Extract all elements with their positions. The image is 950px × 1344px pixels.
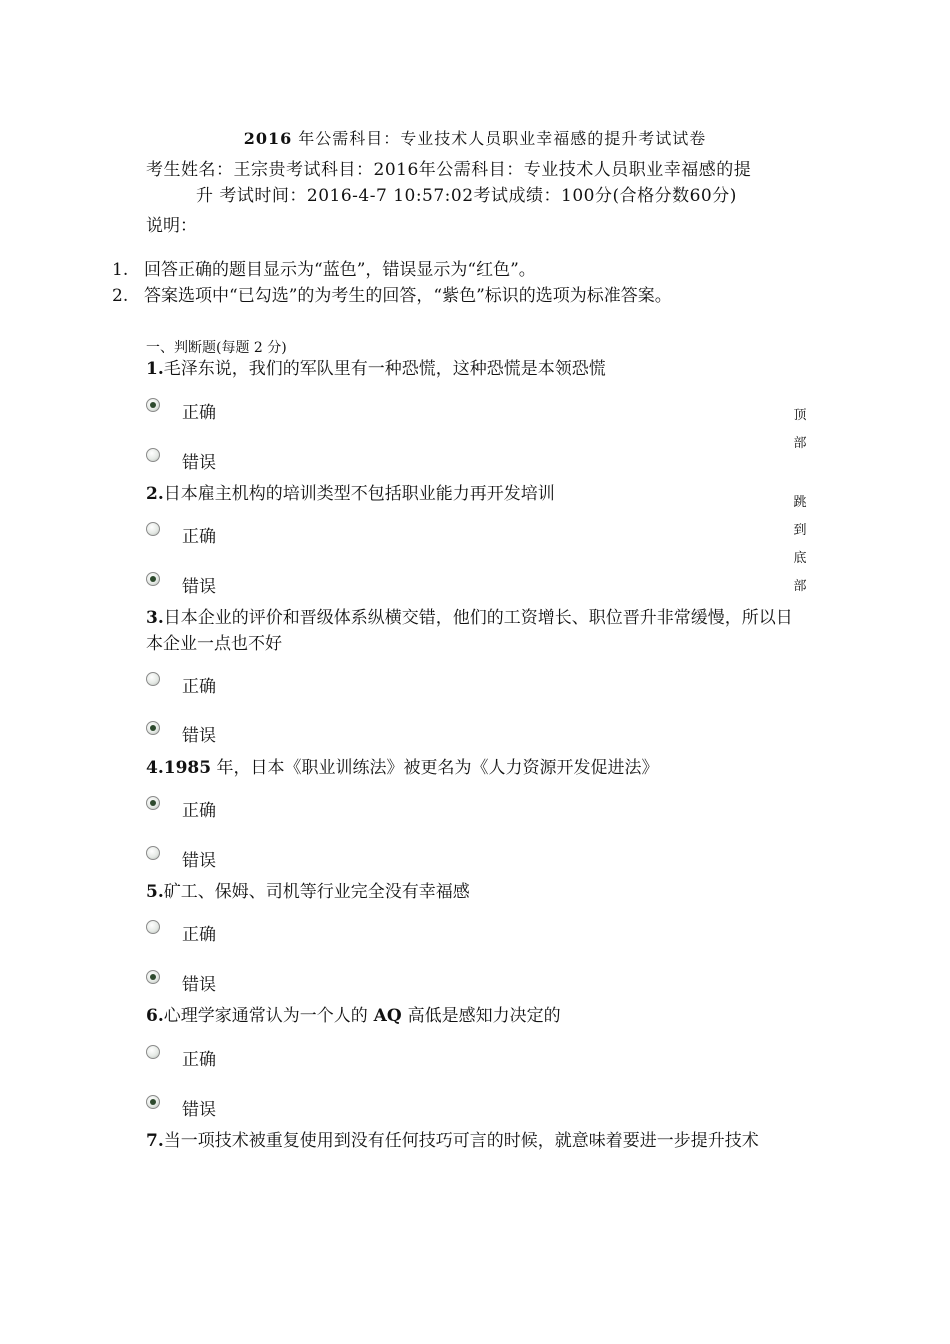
question-6	[146, 1003, 806, 1029]
question-number: 3.	[146, 608, 164, 628]
radio-checked-icon[interactable]	[146, 1095, 160, 1109]
radio-icon[interactable]	[146, 448, 160, 462]
radio-checked-icon[interactable]	[146, 721, 160, 735]
radio-checked-icon[interactable]	[146, 796, 160, 810]
nav-char: 跳	[793, 495, 807, 510]
question-text: 日本雇主机构的培训类型不包括职业能力再开发培训	[163, 484, 555, 504]
question-text: 矿工、保姆、司机等行业完全没有幸福感	[163, 882, 470, 902]
question-text: 高低是感知力决定的	[407, 1006, 561, 1026]
nav-char: 顶	[793, 408, 807, 423]
back-to-top-link[interactable]	[792, 404, 808, 460]
question-number: 6.	[146, 1006, 164, 1026]
question-number: 5.	[146, 882, 164, 902]
question-text: 心理学家通常认为一个人的	[163, 1006, 368, 1026]
radio-icon[interactable]	[146, 1045, 160, 1059]
radio-icon[interactable]	[146, 672, 160, 686]
exam-info	[146, 157, 836, 209]
radio-checked-icon[interactable]	[146, 970, 160, 984]
option-label: 正确	[182, 925, 216, 945]
question-4	[146, 755, 806, 781]
note-text: 回答正确的题目显示为“蓝色”，错误显示为“红色”。	[144, 260, 536, 280]
title-year: 2016	[243, 129, 293, 148]
note-item	[112, 257, 672, 283]
radio-checked-icon[interactable]	[146, 572, 160, 586]
option-label: 正确	[182, 403, 216, 423]
page-title	[0, 126, 950, 149]
option-label: 错误	[182, 1100, 216, 1120]
jump-to-bottom-link[interactable]	[792, 491, 808, 603]
nav-char: 部	[793, 579, 807, 594]
notes-list	[112, 257, 672, 309]
nav-char: 底	[793, 551, 807, 566]
note-item	[112, 283, 672, 309]
note-text: 答案选项中“已勾选”的为考生的回答，“紫色”标识的选项为标准答案。	[144, 286, 672, 306]
radio-icon[interactable]	[146, 846, 160, 860]
question-2	[146, 481, 806, 507]
option-label: 错误	[182, 975, 216, 995]
question-3	[146, 605, 806, 657]
option-label: 错误	[182, 851, 216, 871]
radio-icon[interactable]	[146, 522, 160, 536]
nav-char: 部	[793, 436, 807, 451]
description-label: 说明：	[146, 216, 197, 236]
option-label: 正确	[182, 801, 216, 821]
option-label: 正确	[182, 677, 216, 697]
nav-char: 到	[793, 523, 807, 538]
question-text: 当一项技术被重复使用到没有任何技巧可言的时候，就意味着要进一步提升技术	[163, 1131, 759, 1151]
option-label: 错误	[182, 577, 216, 597]
question-7	[146, 1128, 806, 1154]
section-title: 一、判断题(每题 2 分)	[146, 340, 287, 356]
note-number: 1.	[112, 260, 129, 280]
question-text: 日本企业的评价和晋级体系纵横交错，他们的工资增长、职位晋升非常缓慢，所以日本企业一点也不好	[146, 608, 793, 654]
option-label: 正确	[182, 527, 216, 547]
note-number: 2.	[112, 286, 129, 306]
question-text: 年，日本《职业训练法》被更名为《人力资源开发促进法》	[211, 758, 659, 778]
radio-checked-icon[interactable]	[146, 398, 160, 412]
radio-icon[interactable]	[146, 920, 160, 934]
exam-info-line-2: 升 考试时间：2016-4-7 10:57:02考试成绩：100分(合格分数60分)	[196, 186, 737, 206]
question-number: 7.	[146, 1131, 164, 1151]
question-number: 2.	[146, 484, 164, 504]
question-text: 毛泽东说，我们的军队里有一种恐慌，这种恐慌是本领恐慌	[163, 359, 606, 379]
option-label: 正确	[182, 1050, 216, 1070]
question-number: 4.1985	[146, 758, 212, 778]
question-text-bold: AQ	[367, 1006, 408, 1026]
exam-info-line-1: 考生姓名：王宗贵考试科目：2016年公需科目：专业技术人员职业幸福感的提	[146, 160, 752, 180]
question-5	[146, 879, 806, 905]
question-1	[146, 356, 806, 382]
option-label: 错误	[182, 453, 216, 473]
title-text: 年公需科目：专业技术人员职业幸福感的提升考试试卷	[292, 129, 707, 148]
question-number: 1.	[146, 359, 164, 379]
option-label: 错误	[182, 726, 216, 746]
